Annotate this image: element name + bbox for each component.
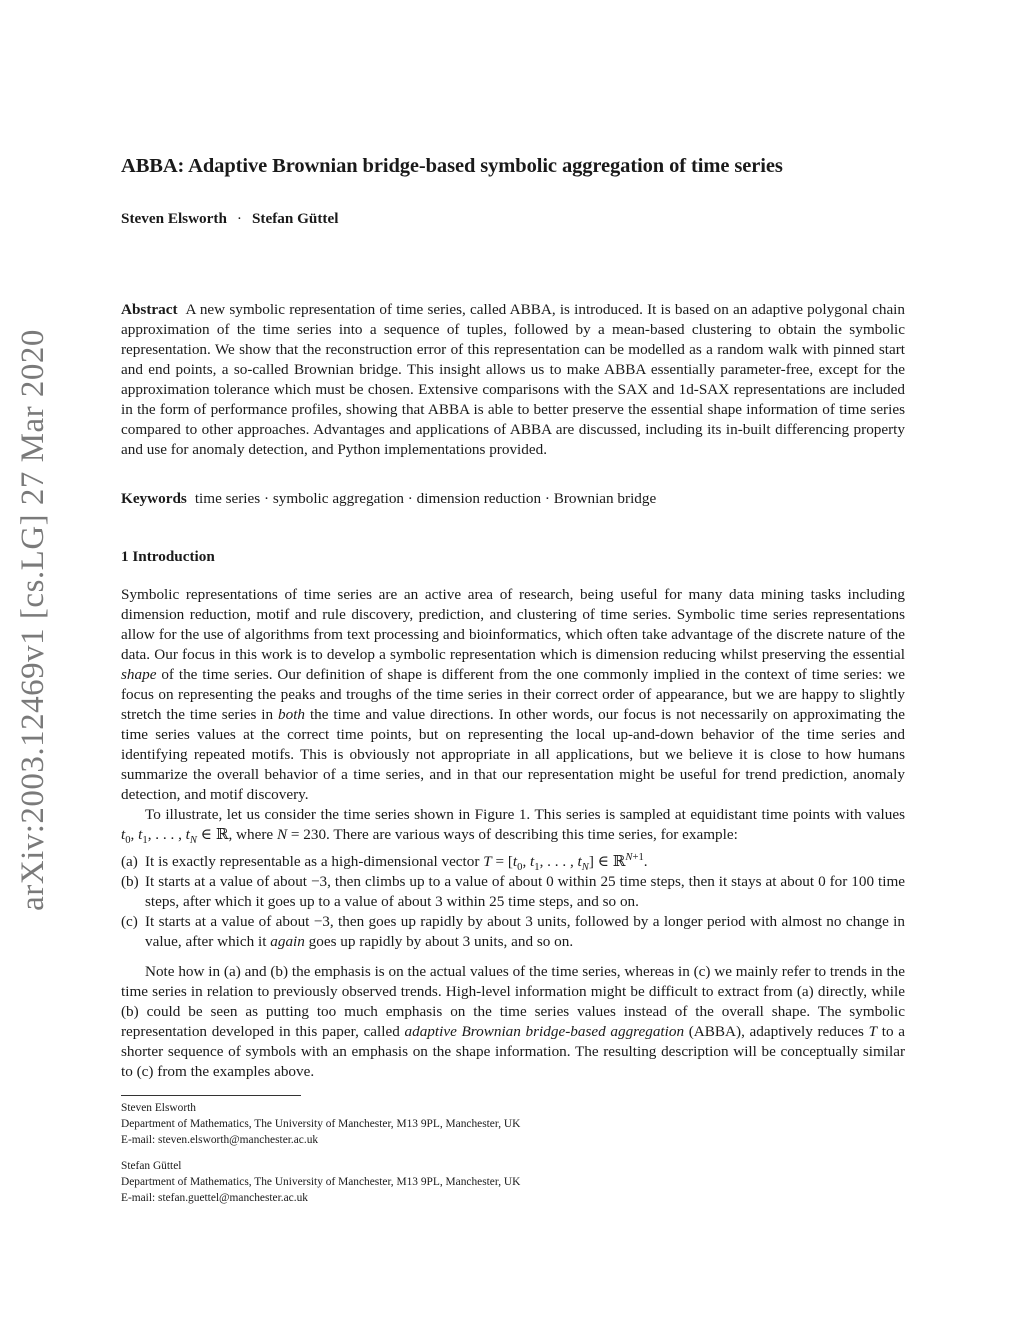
footnote-email: E-mail: steven.elsworth@manchester.ac.uk [121,1134,319,1146]
keywords-label: Keywords [121,490,187,507]
list-item: (c) It starts at a value of about −3, then goes up rapidly by about 3 units, followed by a longer period with almost no change in value, after which it again goes up rapidly by about 3 units, and so on. [121,913,905,950]
footnote-divider [121,1095,301,1096]
math-n: N = 230 [276,826,327,843]
example-list [121,852,905,952]
keywords [121,489,905,509]
author-separator: · [236,210,242,227]
author-list [121,209,338,229]
footnote-author [121,1158,905,1206]
section-body [121,585,905,1082]
paper-title: ABBA: Adaptive Brownian bridge-based symbolic aggregation of time series [121,155,783,177]
math-values: $t_0$, $t_1$, . . . , $t_N$ ∈ ℝ [121,826,229,847]
author-name: Stefan Güttel [251,210,339,227]
footnote-name: Stefan Güttel [121,1160,182,1172]
paragraph: Symbolic representations of time series are an active area of research, being useful for many data mining tasks including dimension reduction, motif and rule discovery, prediction, and clustering of time series. Symbolic time series representations allow for the use of algorithms from text processing and bioinformatics, which often take advantage of the discrete nature of the data. Our focus in this work is to develop a symbolic representation which is dimension reducing whilst preserving the essential shape of the time series. Our definition of shape is different from the one commonly implied in the context of time series: we focus on representing the peaks and troughs of the time series in their correct order of appearance, but we are happy to slightly stretch the time series in both the time and value directions. In other words, our focus is not necessarily on approximating the time series values at the correct time points, but on representing the local up-and-down behavior of the time series and identifying repeated motifs. This is obviously not appropriate in all applications, but we believe it is close to how humans summarize the overall behavior of a time series, and in that our representation might be useful for trend prediction, anomaly detection, and motif discovery. [121,586,905,803]
footnotes [121,1100,905,1206]
list-item: (b) It starts at a value of about −3, then climbs up to a value of about 0 within 25 time steps, then it stays at about 0 for 100 time steps, after which it goes up to a value of about 3 within 25 time steps, and so on. [121,873,905,910]
paragraph: To illustrate, let us consider the time series shown in Figure 1. This series is sampled at equidistant time points with values $t_0$, $t_1$, . . . , $t_N$ ∈ ℝ, where N = 230. There are various ways of describing this time series, for example: [121,806,905,847]
footnote-email: E-mail: stefan.guettel@manchester.ac.uk [121,1192,308,1204]
footnote-affiliation: Department of Mathematics, The University of Manchester, M13 9PL, Manchester, UK [121,1176,521,1188]
paragraph: Note how in (a) and (b) the emphasis is on the actual values of the time series, whereas in (c) we mainly refer to trends in the time series in relation to previously observed trends. High-level information might be difficult to extract from (a) directly, while (b) could be seen as putting too much emphasis on the time series values instead of the overall shape. The symbolic representation developed in this paper, called adaptive Brownian bridge-based aggregation (ABBA), adaptively reduces T to a shorter sequence of symbols with an emphasis on the shape information. The resulting description will be conceptually similar to (c) from the examples above. [121,963,905,1080]
footnote-name: Steven Elsworth [121,1102,196,1114]
math-vector: $T = [t_0$, $t_1$, . . . , $t_N$] ∈ ℝ$^{N+1}$. [483,851,648,874]
abstract-label: Abstract [121,301,178,318]
keywords-text: time series · symbolic aggregation · dimension reduction · Brownian bridge [194,490,657,507]
section-heading: 1 Introduction [121,548,215,565]
abstract [121,300,905,460]
footnote-affiliation: Department of Mathematics, The University of Manchester, M13 9PL, Manchester, UK [121,1118,521,1130]
abstract-text: A new symbolic representation of time series, called ABBA, is introduced. It is based on an adaptive polygonal chain approximation of the time series into a sequence of tuples, followed by a mean-based clustering to obtain the symbolic representation. We show that the reconstruction error of this representation can be modelled as a random walk with pinned start and end points, a so-called Brownian bridge. This insight allows us to make ABBA essentially parameter-free, except for the approximation tolerance which must be chosen. Extensive comparisons with the SAX and 1d-SAX representations are included in the form of performance profiles, showing that ABBA is able to better preserve the essential shape information of time series compared to other approaches. Advantages and applications of ABBA are discussed, including its in-built differencing property and use for anomaly detection, and Python implementations provided. [121,301,905,458]
list-item: (a) It is exactly representable as a high-dimensional vector $T = [t_0$, $t_1$, . . . , $t_N$] ∈ ℝ$^{N+1}$. [121,851,648,874]
math-t: T [868,1023,878,1040]
arxiv-identifier: arXiv:2003.12469v1 [cs.LG] 27 Mar 2020 [15,329,51,911]
footnote-author [121,1100,905,1148]
author-name: Steven Elsworth [121,210,227,227]
